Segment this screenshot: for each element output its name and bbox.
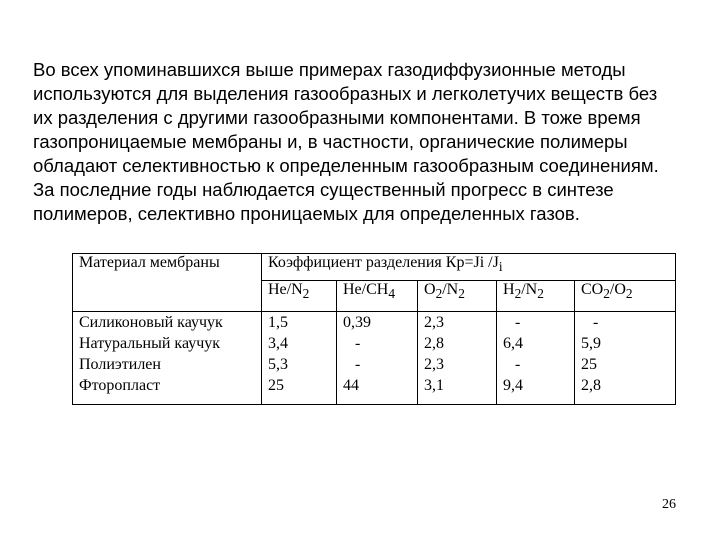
- material-name: Фторопласт: [79, 377, 161, 394]
- coefficient-header-subscript: i: [498, 259, 503, 275]
- value: 25: [268, 377, 284, 394]
- table-data-row: [73, 312, 676, 405]
- value: -: [515, 314, 521, 331]
- gas-pair-header: $He/N_2$: [262, 281, 337, 312]
- value: 2,3: [424, 314, 444, 331]
- value: 1,5: [268, 314, 288, 331]
- value: 44: [343, 377, 359, 394]
- h2-n2-values-cell: [497, 312, 575, 405]
- gas-pair-header: $He/CH_4$: [337, 281, 418, 312]
- o2-n2-values-cell: [418, 312, 497, 405]
- value: 2,3: [424, 356, 444, 373]
- gas-pair-header: $O_2/N_2$: [418, 281, 497, 312]
- he-ch4-values-cell: [337, 312, 418, 405]
- paragraph-line: полимеров, селективно проницаемых для определенных газов.: [33, 203, 580, 224]
- paragraph-line: Во всех упоминавшихся выше примерах газодиффузионные методы: [33, 59, 626, 80]
- material-name: Полиэтилен: [79, 356, 161, 373]
- value: 5,3: [268, 356, 288, 373]
- paragraph-line: используются для выделения газообразных и легколетучих веществ без: [33, 83, 658, 104]
- value: 9,4: [503, 377, 523, 394]
- value: -: [593, 314, 599, 331]
- value: 25: [581, 356, 597, 373]
- value: 6,4: [503, 335, 523, 352]
- material-name: Натуральный каучук: [79, 335, 221, 352]
- paragraph-line: их разделения с другими газообразными компонентами. В тоже время: [33, 107, 641, 128]
- value: 0,39: [343, 314, 371, 331]
- material-header: Материал мембраны: [79, 254, 220, 271]
- he-n2-values-cell: [262, 312, 337, 405]
- gas-pair-header: $CO_2/O_2$: [575, 281, 676, 312]
- body-paragraph: [33, 58, 718, 226]
- table-header-row: [73, 254, 676, 281]
- value: 2,8: [424, 335, 444, 352]
- page-number: 26: [662, 497, 676, 512]
- paragraph-line: обладают селективностью к определенным газообразным соединениям.: [33, 155, 659, 176]
- value: -: [515, 356, 521, 373]
- gas-pair-header: $H_2/N_2$: [497, 281, 575, 312]
- value: -: [355, 335, 361, 352]
- value: 2,8: [581, 377, 601, 394]
- materials-cell: [73, 312, 262, 405]
- co2-o2-values-cell: [575, 312, 676, 405]
- material-name: Силиконовый каучук: [79, 314, 223, 331]
- value: 3,4: [268, 335, 288, 352]
- coefficient-header-cell: [262, 254, 676, 281]
- material-header-cell: [73, 254, 262, 312]
- coefficient-header: Коэффициент разделения Кр=Ji /J: [268, 254, 499, 271]
- paragraph-line: газопроницаемые мембраны и, в частности, органические полимеры: [33, 131, 628, 152]
- separation-coefficient-table: [72, 253, 676, 405]
- paragraph-line: За последние годы наблюдается существенный прогресс в синтезе: [33, 179, 614, 200]
- value: -: [355, 356, 361, 373]
- value: 5,9: [581, 335, 601, 352]
- value: 3,1: [424, 377, 444, 394]
